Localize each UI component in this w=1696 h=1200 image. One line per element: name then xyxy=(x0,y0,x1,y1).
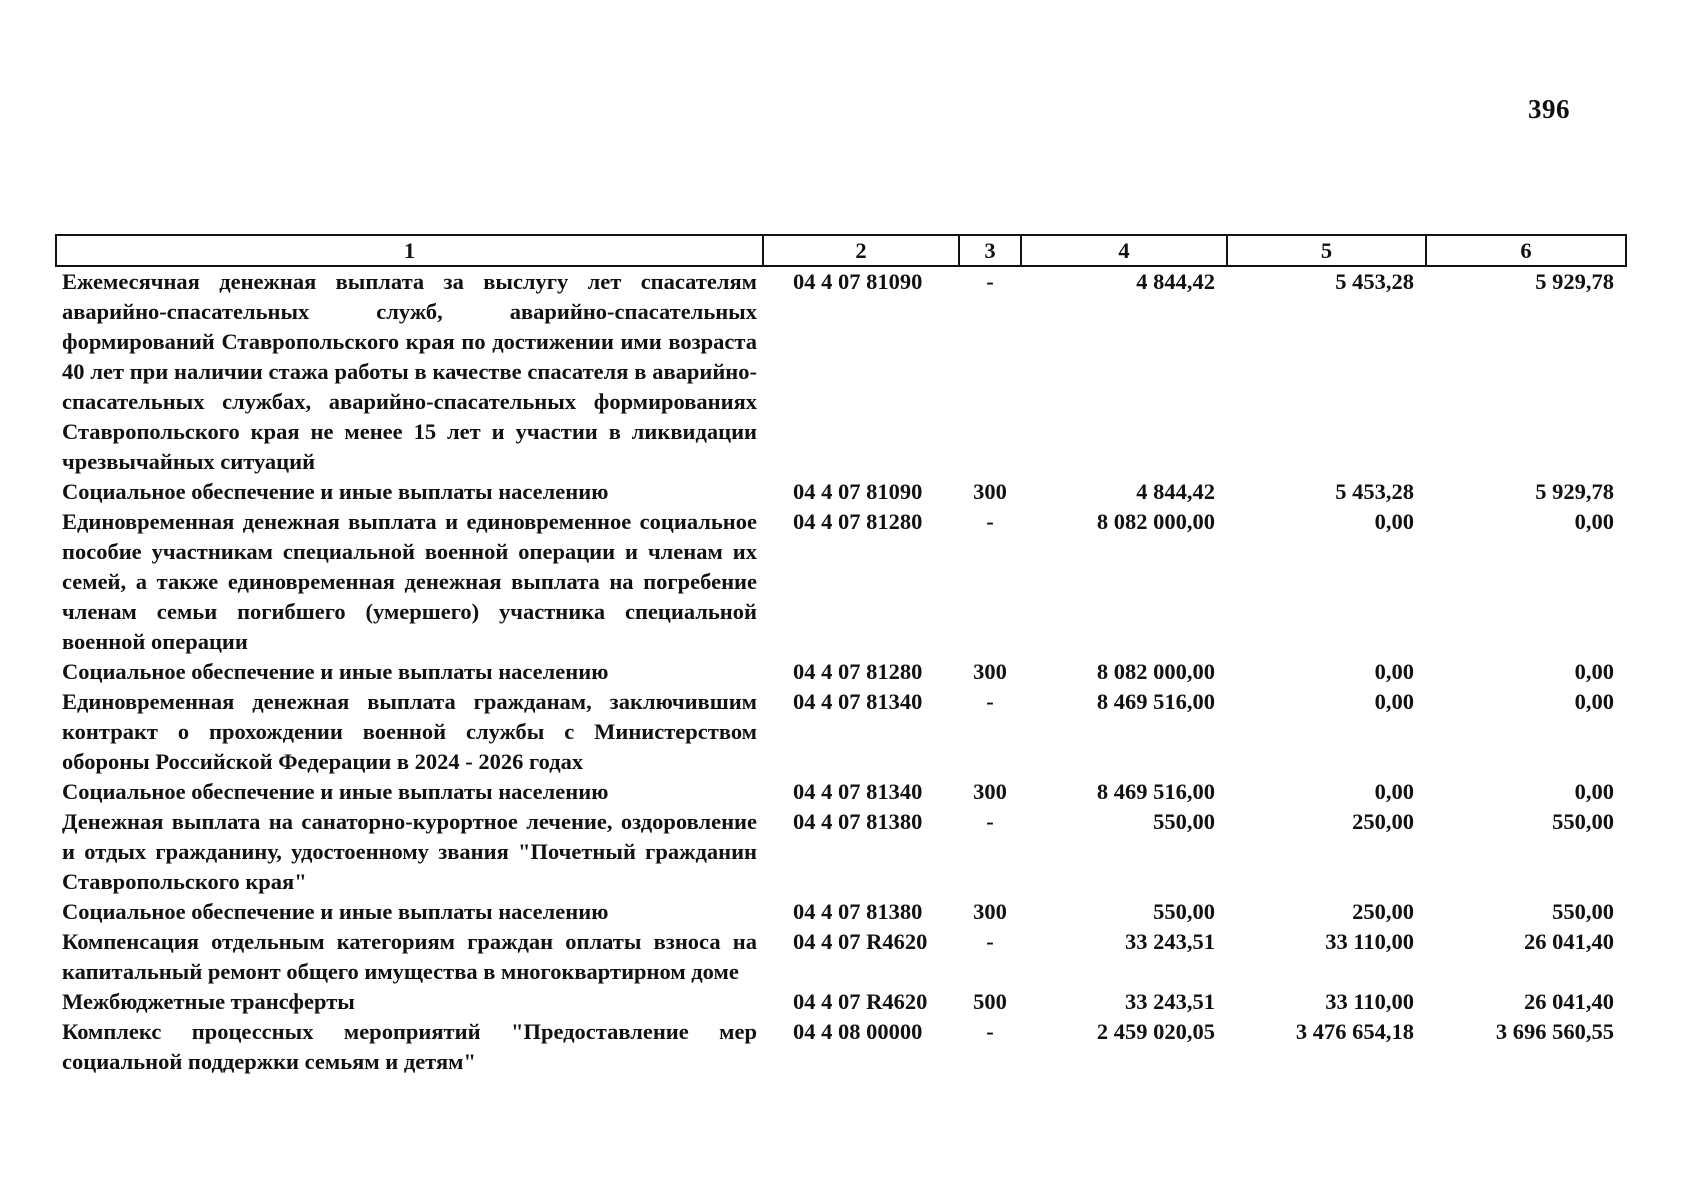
header-col-2: 2 xyxy=(763,235,959,266)
table-row xyxy=(56,927,1626,987)
row-value-col6: 5 929,78 xyxy=(1535,479,1614,504)
row-value-col4: 8 469 516,00 xyxy=(1096,779,1215,804)
row-value-col6: 0,00 xyxy=(1574,779,1614,804)
table-row xyxy=(56,777,1626,807)
row-value-col5: 0,00 xyxy=(1374,509,1414,534)
row-value-col6: 26 041,40 xyxy=(1524,929,1614,954)
row-code: 04 4 07 81340 xyxy=(793,689,923,714)
row-name: Социальное обеспечение и иные выплаты населению xyxy=(62,779,609,804)
row-code: 04 4 07 81280 xyxy=(793,509,923,534)
row-value-col5: 250,00 xyxy=(1352,899,1414,924)
row-type: 300 xyxy=(973,479,1007,504)
row-name: Компенсация отдельным категориям граждан оплаты взноса на капитальный ремонт общего имущества в многоквартирном доме xyxy=(62,929,757,984)
row-value-col6: 550,00 xyxy=(1552,899,1614,924)
row-type: 300 xyxy=(973,779,1007,804)
row-value-col4: 33 243,51 xyxy=(1125,989,1215,1014)
table-row xyxy=(56,477,1626,507)
row-name: Ежемесячная денежная выплата за выслугу лет спасателям аварийно-спасательных служб, аварийно-спасательных формирований Ставропольского края по достижении ими возраста 40 лет при наличии стажа работы в качестве спасателя в аварийно-спасательных службах, аварийно-спасательных формированиях Ставропольского края не менее 15 лет и участии в ликвидации чрезвычайных ситуаций xyxy=(62,269,757,474)
row-value-col4: 2 459 020,05 xyxy=(1096,1019,1215,1044)
row-name: Социальное обеспечение и иные выплаты населению xyxy=(62,659,609,684)
row-value-col5: 0,00 xyxy=(1374,659,1414,684)
row-name: Комплекс процессных мероприятий "Предоставление мер социальной поддержки семьям и детям" xyxy=(62,1019,757,1074)
row-type: - xyxy=(986,1019,994,1044)
row-code: 04 4 07 R4620 xyxy=(793,929,928,954)
row-value-col5: 3 476 654,18 xyxy=(1295,1019,1414,1044)
row-value-col6: 26 041,40 xyxy=(1524,989,1614,1014)
table-row xyxy=(56,807,1626,897)
table-row xyxy=(56,507,1626,657)
row-value-col5: 0,00 xyxy=(1374,779,1414,804)
row-code: 04 4 07 R4620 xyxy=(793,989,928,1014)
row-type: 500 xyxy=(973,989,1007,1014)
row-code: 04 4 07 81340 xyxy=(793,779,923,804)
row-name: Социальное обеспечение и иные выплаты населению xyxy=(62,479,609,504)
row-value-col5: 250,00 xyxy=(1352,809,1414,834)
page-number: 396 xyxy=(1528,94,1570,124)
row-type: 300 xyxy=(973,899,1007,924)
header-col-6: 6 xyxy=(1426,235,1626,266)
table-row xyxy=(56,987,1626,1017)
table-body xyxy=(56,266,1626,1077)
row-value-col6: 0,00 xyxy=(1574,689,1614,714)
row-value-col6: 3 696 560,55 xyxy=(1495,1019,1614,1044)
row-value-col6: 550,00 xyxy=(1552,809,1614,834)
row-code: 04 4 07 81380 xyxy=(793,809,923,834)
row-value-col5: 33 110,00 xyxy=(1325,929,1414,954)
row-code: 04 4 07 81380 xyxy=(793,899,923,924)
row-value-col4: 8 082 000,00 xyxy=(1096,659,1215,684)
row-value-col4: 4 844,42 xyxy=(1136,479,1215,504)
header-col-5: 5 xyxy=(1227,235,1426,266)
header-col-1: 1 xyxy=(56,235,763,266)
row-code: 04 4 07 81090 xyxy=(793,269,923,294)
table-header xyxy=(56,235,1626,266)
row-value-col5: 0,00 xyxy=(1374,689,1414,714)
header-col-4: 4 xyxy=(1021,235,1227,266)
row-type: - xyxy=(986,509,994,534)
row-type: - xyxy=(986,809,994,834)
row-name: Денежная выплата на санаторно-курортное лечение, оздоровление и отдых гражданину, удостоенному звания "Почетный гражданин Ставропольского края" xyxy=(62,809,757,894)
row-type: - xyxy=(986,929,994,954)
row-value-col4: 4 844,42 xyxy=(1136,269,1215,294)
row-value-col5: 5 453,28 xyxy=(1335,479,1414,504)
table-row xyxy=(56,1017,1626,1077)
row-name: Единовременная денежная выплата гражданам, заключившим контракт о прохождении военной службы с Министерством обороны Российской Федерации в 2024 - 2026 годах xyxy=(62,689,757,774)
row-type: - xyxy=(986,269,994,294)
row-code: 04 4 08 00000 xyxy=(793,1019,923,1044)
row-value-col6: 0,00 xyxy=(1574,659,1614,684)
row-name: Межбюджетные трансферты xyxy=(62,989,355,1014)
row-value-col6: 5 929,78 xyxy=(1535,269,1614,294)
row-value-col4: 33 243,51 xyxy=(1125,929,1215,954)
table-row xyxy=(56,266,1626,477)
header-col-3: 3 xyxy=(959,235,1021,266)
row-name: Единовременная денежная выплата и единовременное социальное пособие участникам специальной военной операции и членам их семей, а также единовременная денежная выплата на погребение членам семьи погибшего (умершего) участника специальной военной операции xyxy=(62,509,757,654)
row-code: 04 4 07 81090 xyxy=(793,479,923,504)
row-value-col5: 5 453,28 xyxy=(1335,269,1414,294)
row-value-col4: 550,00 xyxy=(1153,899,1215,924)
row-type: - xyxy=(986,689,994,714)
row-value-col4: 550,00 xyxy=(1153,809,1215,834)
row-value-col4: 8 469 516,00 xyxy=(1096,689,1215,714)
table-row xyxy=(56,687,1626,777)
budget-table xyxy=(55,234,1627,1077)
table-row xyxy=(56,657,1626,687)
row-value-col5: 33 110,00 xyxy=(1325,989,1414,1014)
row-value-col4: 8 082 000,00 xyxy=(1096,509,1215,534)
row-value-col6: 0,00 xyxy=(1574,509,1614,534)
row-code: 04 4 07 81280 xyxy=(793,659,923,684)
table-row xyxy=(56,897,1626,927)
row-name: Социальное обеспечение и иные выплаты населению xyxy=(62,899,609,924)
row-type: 300 xyxy=(973,659,1007,684)
